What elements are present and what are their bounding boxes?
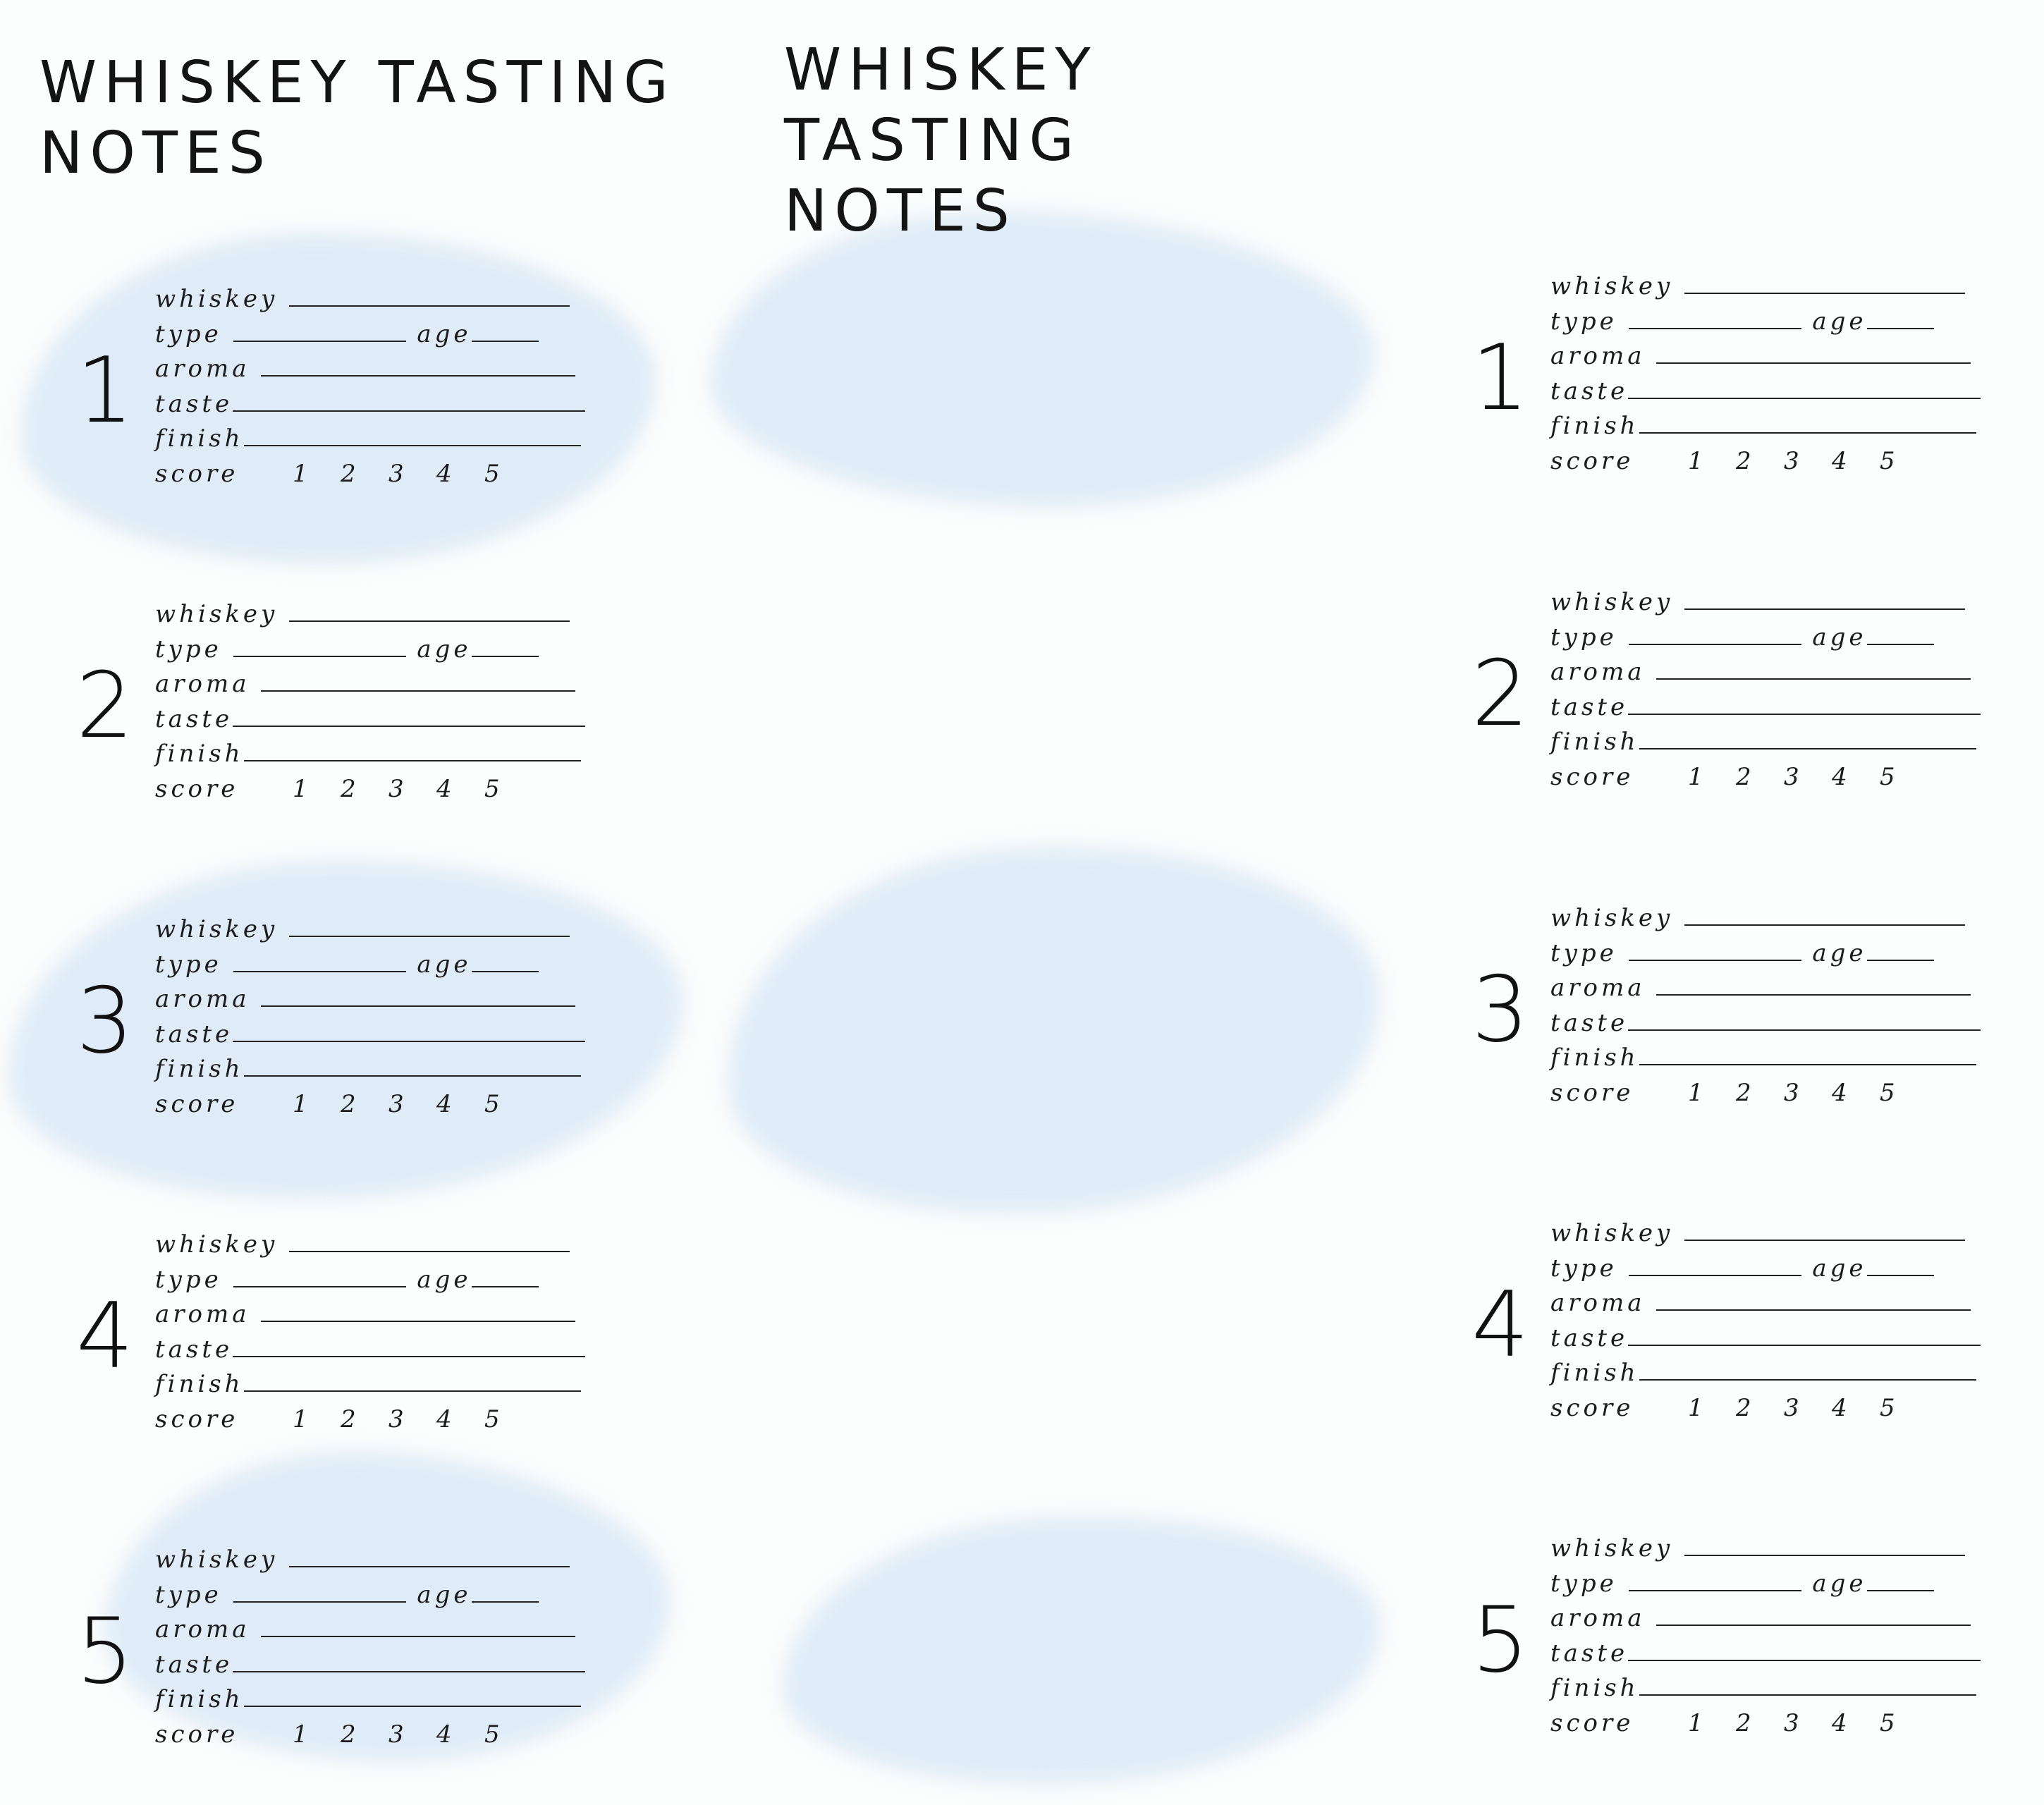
- score-option-3[interactable]: 3: [1784, 1393, 1803, 1422]
- title-line: NOTES: [784, 178, 1017, 245]
- taste-field[interactable]: [1628, 1326, 1981, 1346]
- tasting-entry: [42, 282, 649, 515]
- score-label: score: [155, 1089, 239, 1118]
- watercolor-wash: [716, 829, 1390, 1230]
- score-option-4[interactable]: 4: [436, 1720, 455, 1749]
- score-option-4[interactable]: 4: [436, 459, 455, 488]
- taste-label: taste: [1550, 377, 1629, 405]
- score-option-1[interactable]: 1: [293, 1089, 312, 1118]
- score-option-1[interactable]: 1: [293, 1405, 312, 1433]
- finish-field[interactable]: [244, 427, 581, 446]
- score-option-3[interactable]: 3: [1784, 1078, 1803, 1107]
- score-label: score: [1550, 1708, 1634, 1737]
- score-label: score: [155, 1405, 239, 1433]
- score-option-2[interactable]: 2: [1736, 1393, 1755, 1422]
- sheet-title: [39, 48, 675, 189]
- finish-label: finish: [1550, 1674, 1639, 1702]
- taste-label: taste: [155, 704, 233, 733]
- age-label: age: [1812, 938, 1867, 967]
- age-field[interactable]: [1867, 625, 1934, 645]
- whiskey-field[interactable]: [289, 287, 570, 307]
- score-option-5[interactable]: 5: [1880, 446, 1899, 475]
- finish-label: finish: [155, 424, 244, 453]
- watercolor-wash: [706, 200, 1379, 520]
- score-row: [155, 1087, 585, 1122]
- whiskey-field[interactable]: [1684, 1536, 1965, 1556]
- score-option-5[interactable]: 5: [484, 774, 503, 803]
- entry-number: 2: [1471, 642, 1529, 747]
- age-field[interactable]: [1867, 1572, 1934, 1591]
- score-option-4[interactable]: 4: [1832, 1393, 1851, 1422]
- entry-number: 4: [1471, 1273, 1529, 1378]
- score-option-2[interactable]: 2: [341, 1405, 360, 1433]
- score-row: [155, 457, 585, 492]
- aroma-label: aroma: [1550, 342, 1646, 370]
- score-row: [1550, 1706, 1981, 1742]
- aroma-label: aroma: [155, 355, 250, 383]
- tasting-entry: [42, 1228, 649, 1460]
- watercolor-wash: [778, 1505, 1386, 1794]
- entry-number: 5: [1471, 1588, 1529, 1693]
- entry-number: 4: [76, 1284, 134, 1389]
- aroma-field[interactable]: [261, 1617, 575, 1637]
- taste-label: taste: [155, 1650, 233, 1679]
- finish-label: finish: [1550, 1044, 1639, 1072]
- taste-field[interactable]: [233, 392, 585, 412]
- age-label: age: [1812, 623, 1867, 651]
- aroma-label: aroma: [155, 670, 250, 698]
- score-option-3[interactable]: 3: [388, 1405, 408, 1433]
- tasting-sheet-right: [697, 0, 1899, 1805]
- finish-label: finish: [155, 1685, 244, 1713]
- type-field[interactable]: [233, 1583, 406, 1603]
- score-option-4[interactable]: 4: [436, 1405, 455, 1433]
- whiskey-field[interactable]: [1684, 906, 1965, 926]
- aroma-field[interactable]: [1656, 1606, 1971, 1626]
- whiskey-label: whiskey: [155, 1546, 279, 1574]
- score-label: score: [155, 1720, 239, 1749]
- score-option-5[interactable]: 5: [484, 459, 503, 488]
- age-field[interactable]: [472, 1583, 539, 1603]
- finish-label: finish: [1550, 728, 1639, 756]
- tasting-entry: [42, 597, 649, 830]
- type-field[interactable]: [1629, 1256, 1801, 1276]
- age-label: age: [1812, 307, 1867, 336]
- finish-field[interactable]: [244, 1057, 581, 1077]
- finish-field[interactable]: [1639, 730, 1976, 749]
- score-option-3[interactable]: 3: [388, 1089, 408, 1118]
- whiskey-label: whiskey: [1550, 1219, 1674, 1247]
- age-label: age: [1812, 1254, 1867, 1283]
- type-field[interactable]: [233, 953, 406, 972]
- finish-label: finish: [1550, 412, 1639, 440]
- finish-field[interactable]: [244, 742, 581, 761]
- whiskey-field[interactable]: [1684, 590, 1965, 610]
- taste-label: taste: [1550, 1008, 1629, 1037]
- score-option-3[interactable]: 3: [388, 774, 408, 803]
- type-label: type: [1550, 938, 1617, 967]
- finish-field[interactable]: [1639, 1361, 1976, 1381]
- score-option-1[interactable]: 1: [1688, 446, 1707, 475]
- score-option-4[interactable]: 4: [1832, 762, 1851, 791]
- taste-label: taste: [1550, 692, 1629, 721]
- score-option-4[interactable]: 4: [1832, 446, 1851, 475]
- type-field[interactable]: [1629, 941, 1801, 961]
- whiskey-field[interactable]: [289, 602, 570, 622]
- score-row: [1550, 1076, 1981, 1111]
- type-label: type: [155, 635, 222, 663]
- finish-field[interactable]: [1639, 1046, 1976, 1065]
- whiskey-label: whiskey: [155, 1230, 279, 1259]
- score-row: [1550, 444, 1981, 479]
- age-label: age: [417, 1580, 472, 1609]
- finish-label: finish: [155, 1370, 244, 1398]
- score-option-1[interactable]: 1: [293, 1720, 312, 1749]
- aroma-field[interactable]: [261, 357, 575, 377]
- score-option-3[interactable]: 3: [1784, 762, 1803, 791]
- tasting-entry: [1438, 901, 2044, 1134]
- age-label: age: [417, 1265, 472, 1294]
- whiskey-field[interactable]: [289, 1548, 570, 1567]
- type-field[interactable]: [233, 322, 406, 342]
- type-field[interactable]: [1629, 310, 1801, 329]
- entry-number: 1: [76, 338, 134, 443]
- tasting-entry: [42, 912, 649, 1145]
- whiskey-label: whiskey: [1550, 588, 1674, 616]
- tasting-entry: [42, 1543, 649, 1775]
- score-option-1[interactable]: 1: [1688, 762, 1707, 791]
- score-option-3[interactable]: 3: [388, 1720, 408, 1749]
- age-field[interactable]: [472, 1268, 539, 1287]
- aroma-field[interactable]: [1656, 660, 1971, 680]
- age-label: age: [417, 635, 472, 663]
- taste-label: taste: [155, 1020, 233, 1048]
- type-label: type: [155, 1265, 222, 1294]
- whiskey-field[interactable]: [1684, 1221, 1965, 1241]
- finish-field[interactable]: [1639, 414, 1976, 434]
- age-field[interactable]: [1867, 941, 1934, 961]
- finish-field[interactable]: [244, 1372, 581, 1392]
- aroma-label: aroma: [1550, 658, 1646, 686]
- score-option-4[interactable]: 4: [436, 1089, 455, 1118]
- finish-field[interactable]: [1639, 1676, 1976, 1696]
- finish-label: finish: [155, 1055, 244, 1083]
- score-option-3[interactable]: 3: [1784, 446, 1803, 475]
- age-field[interactable]: [1867, 310, 1934, 329]
- type-label: type: [1550, 1254, 1617, 1283]
- tasting-sheet-left: [0, 0, 697, 1805]
- aroma-field[interactable]: [261, 1302, 575, 1322]
- score-option-2[interactable]: 2: [1736, 1078, 1755, 1107]
- tasting-entry: [1438, 1216, 2044, 1449]
- aroma-field[interactable]: [261, 672, 575, 692]
- whiskey-label: whiskey: [155, 600, 279, 628]
- tasting-entry: [1438, 269, 2044, 502]
- taste-field[interactable]: [233, 707, 585, 727]
- entry-number: 3: [1471, 957, 1529, 1063]
- entry-number: 2: [76, 654, 134, 759]
- finish-field[interactable]: [244, 1687, 581, 1707]
- aroma-field[interactable]: [261, 987, 575, 1007]
- whiskey-label: whiskey: [1550, 272, 1674, 300]
- type-label: type: [1550, 1569, 1617, 1598]
- age-field[interactable]: [472, 322, 539, 342]
- sheet-title: [784, 35, 1395, 247]
- taste-label: taste: [1550, 1639, 1629, 1668]
- taste-field[interactable]: [233, 1338, 585, 1357]
- title-line: WHISKEY TASTING: [39, 49, 675, 116]
- score-option-2[interactable]: 2: [1736, 762, 1755, 791]
- score-option-1[interactable]: 1: [293, 774, 312, 803]
- taste-field[interactable]: [233, 1653, 585, 1672]
- type-field[interactable]: [233, 1268, 406, 1287]
- score-option-5[interactable]: 5: [1880, 762, 1899, 791]
- score-label: score: [1550, 1393, 1634, 1422]
- score-option-2[interactable]: 2: [341, 774, 360, 803]
- score-option-5[interactable]: 5: [484, 1720, 503, 1749]
- aroma-label: aroma: [1550, 1289, 1646, 1317]
- score-label: score: [1550, 1078, 1634, 1107]
- taste-field[interactable]: [1628, 379, 1981, 399]
- score-option-1[interactable]: 1: [1688, 1393, 1707, 1422]
- tasting-entry: [1438, 1531, 2044, 1764]
- score-label: score: [155, 774, 239, 803]
- aroma-field[interactable]: [1656, 1291, 1971, 1311]
- finish-label: finish: [1550, 1359, 1639, 1387]
- score-option-2[interactable]: 2: [1736, 1708, 1755, 1737]
- type-field[interactable]: [1629, 1572, 1801, 1591]
- taste-field[interactable]: [1628, 1011, 1981, 1031]
- score-option-5[interactable]: 5: [1880, 1708, 1899, 1737]
- type-label: type: [1550, 623, 1617, 651]
- score-option-4[interactable]: 4: [1832, 1078, 1851, 1107]
- taste-field[interactable]: [233, 1022, 585, 1042]
- score-option-4[interactable]: 4: [436, 774, 455, 803]
- entry-number: 1: [1471, 326, 1529, 431]
- type-label: type: [155, 1580, 222, 1609]
- age-field[interactable]: [472, 637, 539, 657]
- tasting-entry: [1438, 585, 2044, 818]
- aroma-label: aroma: [1550, 1604, 1646, 1632]
- score-option-5[interactable]: 5: [1880, 1078, 1899, 1107]
- title-line: NOTES: [39, 120, 272, 187]
- type-field[interactable]: [233, 637, 406, 657]
- score-option-3[interactable]: 3: [1784, 1708, 1803, 1737]
- whiskey-field[interactable]: [289, 917, 570, 937]
- score-row: [1550, 1391, 1981, 1426]
- whiskey-field[interactable]: [289, 1232, 570, 1252]
- score-option-2[interactable]: 2: [341, 459, 360, 488]
- score-label: score: [1550, 762, 1634, 791]
- aroma-label: aroma: [1550, 974, 1646, 1002]
- score-option-4[interactable]: 4: [1832, 1708, 1851, 1737]
- score-option-1[interactable]: 1: [293, 459, 312, 488]
- score-option-2[interactable]: 2: [1736, 446, 1755, 475]
- score-option-5[interactable]: 5: [1880, 1393, 1899, 1422]
- whiskey-label: whiskey: [155, 285, 279, 313]
- score-option-2[interactable]: 2: [341, 1720, 360, 1749]
- score-label: score: [155, 459, 239, 488]
- taste-field[interactable]: [1628, 1641, 1981, 1661]
- whiskey-field[interactable]: [1684, 274, 1965, 294]
- score-label: score: [1550, 446, 1634, 475]
- type-label: type: [155, 950, 222, 979]
- type-field[interactable]: [1629, 625, 1801, 645]
- aroma-field[interactable]: [1656, 976, 1971, 996]
- aroma-label: aroma: [155, 1300, 250, 1328]
- taste-label: taste: [155, 1335, 233, 1364]
- age-field[interactable]: [1867, 1256, 1934, 1276]
- aroma-label: aroma: [155, 1615, 250, 1644]
- taste-field[interactable]: [1628, 695, 1981, 715]
- score-option-1[interactable]: 1: [1688, 1078, 1707, 1107]
- finish-label: finish: [155, 740, 244, 768]
- age-label: age: [417, 319, 472, 348]
- whiskey-label: whiskey: [1550, 1534, 1674, 1562]
- score-option-5[interactable]: 5: [484, 1405, 503, 1433]
- age-label: age: [1812, 1569, 1867, 1598]
- score-option-1[interactable]: 1: [1688, 1708, 1707, 1737]
- aroma-field[interactable]: [1656, 344, 1971, 364]
- type-label: type: [155, 319, 222, 348]
- score-row: [155, 772, 585, 807]
- score-option-2[interactable]: 2: [341, 1089, 360, 1118]
- score-row: [1550, 760, 1981, 795]
- entry-number: 5: [76, 1599, 134, 1704]
- taste-label: taste: [1550, 1323, 1629, 1352]
- aroma-label: aroma: [155, 985, 250, 1013]
- score-option-5[interactable]: 5: [484, 1089, 503, 1118]
- taste-label: taste: [155, 389, 233, 418]
- entry-number: 3: [76, 969, 134, 1074]
- score-row: [155, 1402, 585, 1438]
- type-label: type: [1550, 307, 1617, 336]
- score-option-3[interactable]: 3: [388, 459, 408, 488]
- age-field[interactable]: [472, 953, 539, 972]
- age-label: age: [417, 950, 472, 979]
- title-line: WHISKEY TASTING: [784, 37, 1098, 174]
- whiskey-label: whiskey: [155, 915, 279, 943]
- whiskey-label: whiskey: [1550, 904, 1674, 932]
- score-row: [155, 1718, 585, 1753]
